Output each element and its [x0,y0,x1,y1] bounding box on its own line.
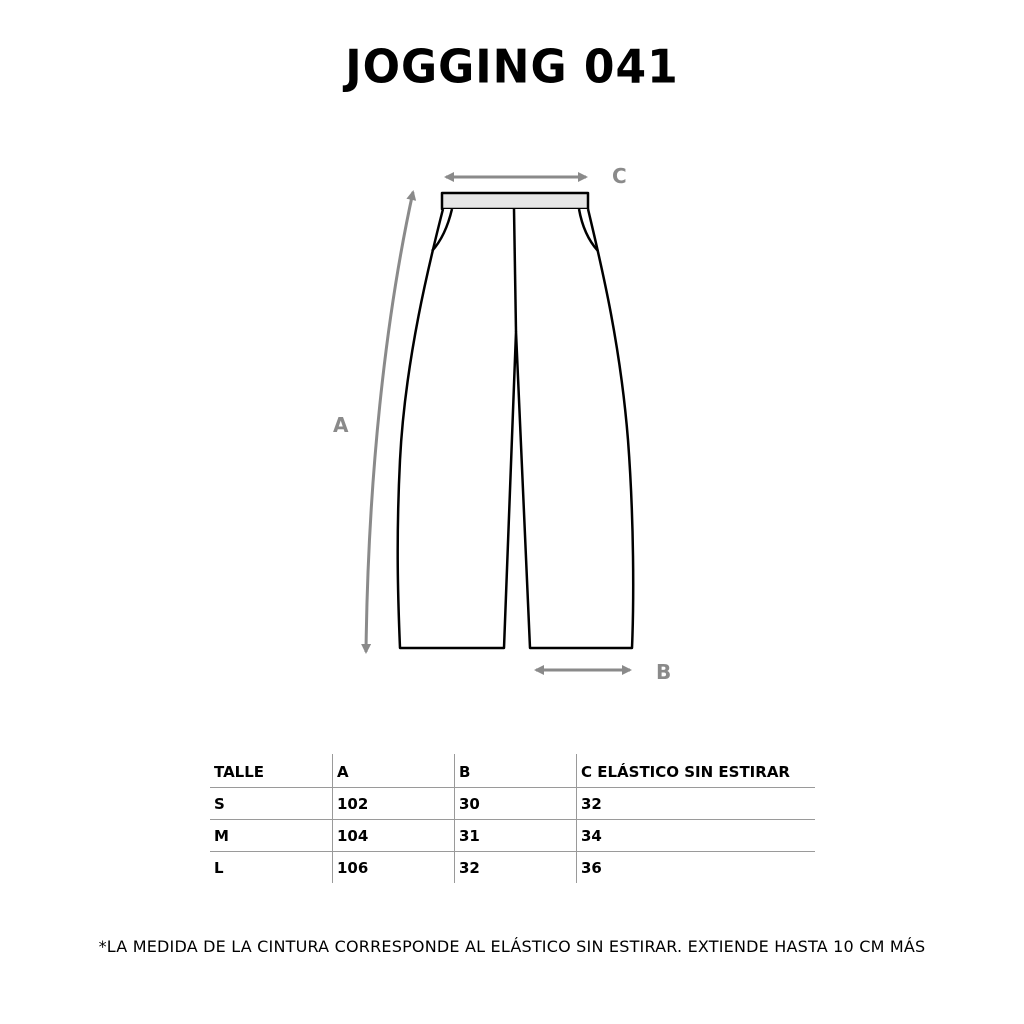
size-table [210,754,815,883]
c-cell: 32 [577,788,816,820]
size-cell: L [210,852,333,884]
dimension-c-label: C [612,164,627,188]
footnote: *LA MEDIDA DE LA CINTURA CORRESPONDE AL ELÁSTICO SIN ESTIRAR. EXTIENDE HASTA 10 CM MÁS [98,937,926,956]
a-cell: 104 [333,820,455,852]
c-cell: 36 [577,852,816,884]
dimension-a-label: A [333,413,349,437]
size-cell: S [214,794,225,813]
table-row [210,788,815,820]
b-cell: 30 [455,788,577,820]
size-cell: M [210,820,333,852]
c-cell: 34 [577,820,816,852]
table-row [210,820,815,852]
a-cell: 102 [333,788,455,820]
table-header-row [210,754,815,788]
pants-icon [398,193,634,648]
dimension-b-label: B [656,660,672,684]
a-cell: 106 [333,852,455,884]
header-talle: TALLE [210,754,333,788]
header-a: A [333,754,455,788]
waistband [442,193,588,209]
header-b: B [455,754,577,788]
table-row [210,852,815,884]
page-title: JOGGING 041 [345,40,679,95]
b-cell: 31 [455,820,577,852]
header-c: C ELÁSTICO SIN ESTIRAR [577,754,816,788]
b-cell: 32 [455,852,577,884]
